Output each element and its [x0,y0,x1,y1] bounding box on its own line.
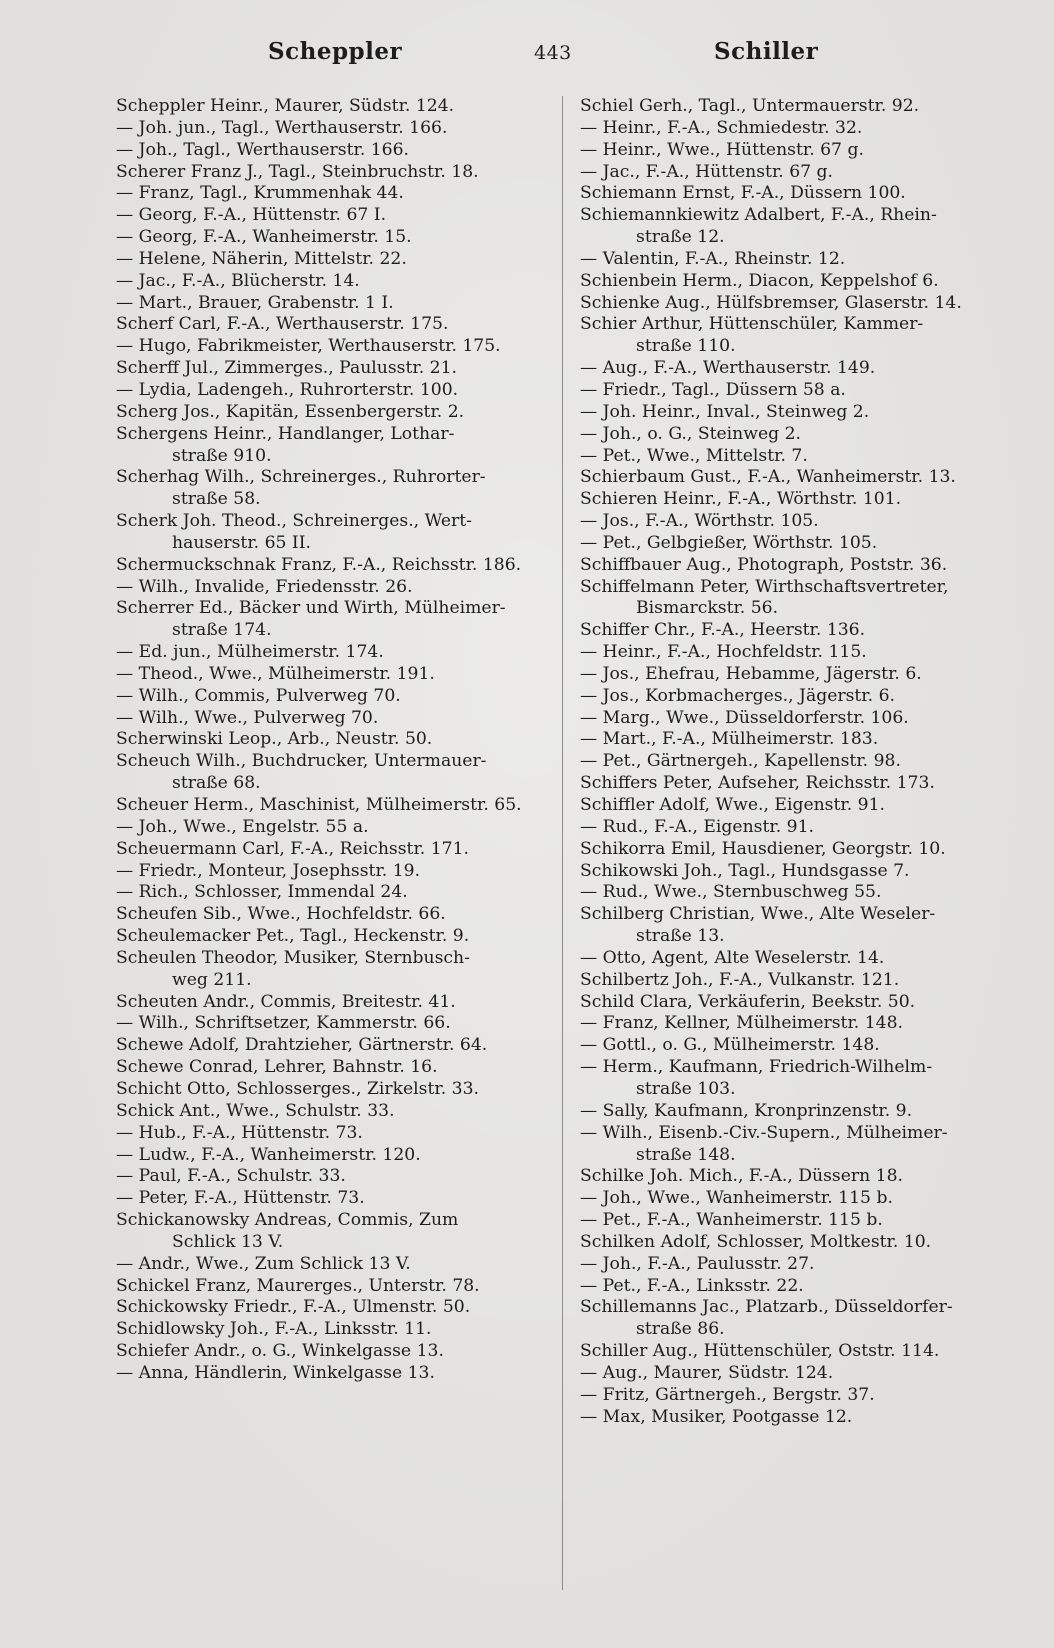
directory-entry-line: Schienke Aug., Hülfsbremser, Glaserstr. 14. [580,292,962,313]
directory-entry-line: — Jac., F.-A., Hüttenstr. 67 g. [580,161,834,182]
directory-entry-line: straße 174. [172,620,272,641]
directory-entry-line: Scheuten Andr., Commis, Breitestr. 41. [116,991,456,1012]
directory-entry-line: — Peter, F.-A., Hüttenstr. 73. [116,1188,365,1209]
directory-entry-line: Schiemannkiewitz Adalbert, F.-A., Rhein- [580,205,937,226]
directory-entry-line: Schickowsky Friedr., F.-A., Ulmenstr. 50. [116,1297,471,1318]
directory-entry-line: — Pet., Gärtnergeh., Kapellenstr. 98. [580,751,901,772]
directory-entry-line: — Pet., Wwe., Mittelstr. 7. [580,445,808,466]
directory-entry-line: Scheulemacker Pet., Tagl., Heckenstr. 9. [116,926,470,947]
running-head-left: Scheppler [268,38,403,65]
directory-entry-line: Schick Ant., Wwe., Schulstr. 33. [116,1100,395,1121]
directory-entry-line: straße 110. [636,336,736,357]
directory-entry-line: straße 12. [636,227,725,248]
directory-entry-line: — Wilh., Eisenb.-Civ.-Supern., Mülheimer- [580,1122,948,1143]
directory-entry-line: — Georg, F.-A., Hüttenstr. 67 I. [116,205,387,226]
directory-entry-line: Schiffelmann Peter, Wirthschaftsvertreter, [580,576,949,597]
directory-entry-line: Schilken Adolf, Schlosser, Moltkestr. 10. [580,1231,932,1252]
directory-entry-line: — Joh., F.-A., Paulusstr. 27. [580,1253,815,1274]
directory-entry-line: Schieren Heinr., F.-A., Wörthstr. 101. [580,489,902,510]
directory-entry-line: — Otto, Agent, Alte Weselerstr. 14. [580,947,885,968]
directory-entry-line: Schewe Conrad, Lehrer, Bahnstr. 16. [116,1057,438,1078]
directory-entry-line: Scheulen Theodor, Musiker, Sternbusch- [116,947,470,968]
directory-entry-line: — Friedr., Monteur, Josephsstr. 19. [116,860,421,881]
directory-entry-line: Schergens Heinr., Handlanger, Lothar- [116,423,455,444]
directory-entry-line: weg 211. [172,969,252,990]
directory-entry-line: — Franz, Tagl., Krummenhak 44. [116,183,404,204]
directory-entry-line: Schickel Franz, Maurerges., Unterstr. 78. [116,1275,480,1296]
directory-entry-line: Scherhag Wilh., Schreinerges., Ruhrorter- [116,467,486,488]
directory-entry-line: straße 13. [636,926,725,947]
directory-entry-line: Schild Clara, Verkäuferin, Beekstr. 50. [580,991,916,1012]
directory-entry-line: Schienbein Herm., Diacon, Keppelshof 6. [580,270,939,291]
directory-entry-line: — Mart., Brauer, Grabenstr. 1 I. [116,292,394,313]
directory-entry-line: — Joh. Heinr., Inval., Steinweg 2. [580,401,870,422]
directory-entry-line: — Valentin, F.-A., Rheinstr. 12. [580,248,846,269]
directory-entry-line: — Ludw., F.-A., Wanheimerstr. 120. [116,1144,421,1165]
directory-entry-line: — Franz, Kellner, Mülheimerstr. 148. [580,1013,903,1034]
left-column [116,96,542,1385]
directory-entry-line: — Jos., Korbmacherges., Jägerstr. 6. [580,685,895,706]
column-divider [562,96,563,1590]
directory-entry-line: Schewe Adolf, Drahtzieher, Gärtnerstr. 64. [116,1035,488,1056]
directory-entry-line: — Georg, F.-A., Wanheimerstr. 15. [116,227,412,248]
directory-entry-line: straße 86. [636,1319,725,1340]
directory-entry-line: Schidlowsky Joh., F.-A., Linksstr. 11. [116,1319,432,1340]
directory-entry-line: — Marg., Wwe., Düsseldorferstr. 106. [580,707,909,728]
directory-entry-line: — Wilh., Invalide, Friedensstr. 26. [116,576,413,597]
directory-entry-line: Bismarckstr. 56. [636,598,779,619]
directory-entry-line: — Anna, Händlerin, Winkelgasse 13. [116,1362,435,1383]
directory-entry-line: Schikowski Joh., Tagl., Hundsgasse 7. [580,860,910,881]
directory-entry-line: — Joh., Wwe., Engelstr. 55 a. [116,816,369,837]
running-head-right: Schiller [714,38,819,65]
directory-entry-line: — Wilh., Wwe., Pulverweg 70. [116,707,379,728]
directory-entry-line: — Heinr., Wwe., Hüttenstr. 67 g. [580,139,864,160]
directory-entry-line: Schier Arthur, Hüttenschüler, Kammer- [580,314,924,335]
directory-entry-line: — Wilh., Commis, Pulverweg 70. [116,685,401,706]
directory-entry-line: Scheppler Heinr., Maurer, Südstr. 124. [116,96,455,116]
directory-entry-line: straße 910. [172,445,272,466]
directory-entry-line: Scheufen Sib., Wwe., Hochfeldstr. 66. [116,904,446,925]
directory-entry-line: Scherwinski Leop., Arb., Neustr. 50. [116,729,433,750]
directory-entry-line: — Ed. jun., Mülheimerstr. 174. [116,642,384,663]
directory-entry-line: — Mart., F.-A., Mülheimerstr. 183. [580,729,879,750]
directory-entry-line: Schillemanns Jac., Platzarb., Düsseldorfer- [580,1297,953,1318]
directory-entry-line: — Paul, F.-A., Schulstr. 33. [116,1166,346,1187]
directory-entry-line: — Joh., Wwe., Wanheimerstr. 115 b. [580,1188,893,1209]
directory-entry-line: Schiemann Ernst, F.-A., Düssern 100. [580,183,906,204]
page-header [116,38,966,74]
directory-entry-line: Schilbertz Joh., F.-A., Vulkanstr. 121. [580,969,900,990]
page-number: 443 [534,42,572,64]
directory-entry-line: — Aug., Maurer, Südstr. 124. [580,1362,834,1383]
directory-entry-line: Scherrer Ed., Bäcker und Wirth, Mülheimer- [116,598,506,619]
directory-entry-line: Schilberg Christian, Wwe., Alte Weseler- [580,904,936,925]
directory-entry-line: — Rich., Schlosser, Immendal 24. [116,882,408,903]
directory-entry-line: Schiller Aug., Hüttenschüler, Oststr. 114. [580,1341,940,1362]
directory-entry-line: — Joh., o. G., Steinweg 2. [580,423,801,444]
directory-entry-line: — Helene, Näherin, Mittelstr. 22. [116,248,407,269]
directory-entry-line: — Hugo, Fabrikmeister, Werthauserstr. 175. [116,336,501,357]
directory-entry-line: — Heinr., F.-A., Hochfeldstr. 115. [580,642,867,663]
directory-entry-line: — Wilh., Schriftsetzer, Kammerstr. 66. [116,1013,451,1034]
directory-entry-line: Schicht Otto, Schlosserges., Zirkelstr. 33. [116,1078,479,1099]
directory-entry-line: — Theod., Wwe., Mülheimerstr. 191. [116,663,435,684]
directory-entry-line: Scheuer Herm., Maschinist, Mülheimerstr. 65. [116,795,522,815]
directory-entry-line: Schiffler Adolf, Wwe., Eigenstr. 91. [580,795,886,815]
directory-entry-line: Schierbaum Gust., F.-A., Wanheimerstr. 13. [580,467,956,488]
directory-entry-line: — Joh., Tagl., Werthauserstr. 166. [116,139,410,160]
directory-entry-line: — Sally, Kaufmann, Kronprinzenstr. 9. [580,1100,913,1121]
directory-entry-line: Schermuckschnak Franz, F.-A., Reichsstr. 186. [116,554,522,575]
directory-entry-line: — Aug., F.-A., Werthauserstr. 149. [580,358,876,379]
directory-entry-line: Schiffbauer Aug., Photograph, Poststr. 36. [580,554,948,575]
directory-entry-line: Scherer Franz J., Tagl., Steinbruchstr. 18. [116,161,479,182]
directory-entry-line: Schiffers Peter, Aufseher, Reichsstr. 173. [580,773,935,794]
directory-entry-line: Scherff Jul., Zimmerges., Paulusstr. 21. [116,358,457,379]
directory-entry-line: — Heinr., F.-A., Schmiedestr. 32. [580,117,863,138]
directory-entry-line: Schickanowsky Andreas, Commis, Zum [116,1210,459,1231]
directory-entry-line: Schlick 13 V. [172,1231,284,1252]
directory-entry-line: — Jos., Ehefrau, Hebamme, Jägerstr. 6. [580,663,922,684]
directory-entry-line: — Jac., F.-A., Blücherstr. 14. [116,270,360,291]
directory-entry-line: Scheuch Wilh., Buchdrucker, Untermauer- [116,751,487,772]
directory-entry-line: — Rud., Wwe., Sternbuschweg 55. [580,882,882,903]
directory-entry-line: — Pet., F.-A., Linksstr. 22. [580,1275,804,1296]
directory-entry-line: — Andr., Wwe., Zum Schlick 13 V. [116,1253,411,1274]
directory-entry-line: — Gottl., o. G., Mülheimerstr. 148. [580,1035,880,1056]
directory-entry-line: — Herm., Kaufmann, Friedrich-Wilhelm- [580,1057,933,1078]
right-column [580,96,1004,1428]
directory-entry-line: — Fritz, Gärtnergeh., Bergstr. 37. [580,1384,875,1405]
directory-entry-line: — Max, Musiker, Pootgasse 12. [580,1406,853,1427]
directory-entry-line: — Rud., F.-A., Eigenstr. 91. [580,816,814,837]
directory-entry-line: Scherg Jos., Kapitän, Essenbergerstr. 2. [116,401,465,422]
directory-entry-line: — Hub., F.-A., Hüttenstr. 73. [116,1122,363,1143]
directory-entry-line: — Pet., F.-A., Wanheimerstr. 115 b. [580,1210,883,1231]
directory-entry-line: hauserstr. 65 II. [172,532,311,553]
directory-entry-line: straße 68. [172,773,261,794]
directory-entry-line: — Lydia, Ladengeh., Ruhrorterstr. 100. [116,379,459,400]
directory-entry-line: straße 103. [636,1078,736,1099]
directory-entry-line: straße 58. [172,489,261,510]
directory-entry-line: Schilke Joh. Mich., F.-A., Düssern 18. [580,1166,903,1187]
directory-entry-line: — Jos., F.-A., Wörthstr. 105. [580,511,819,532]
directory-entry-line: Scherk Joh. Theod., Schreinerges., Wert- [116,511,472,532]
directory-entry-line: — Friedr., Tagl., Düssern 58 a. [580,379,846,400]
directory-entry-line: Schikorra Emil, Hausdiener, Georgstr. 10. [580,838,946,859]
directory-entry-line: Schiefer Andr., o. G., Winkelgasse 13. [116,1341,444,1362]
directory-entry-line: Scheuermann Carl, F.-A., Reichsstr. 171. [116,838,469,859]
directory-entry-line: Schiel Gerh., Tagl., Untermauerstr. 92. [580,96,920,116]
directory-entry-line: Scherf Carl, F.-A., Werthauserstr. 175. [116,314,449,335]
directory-entry-line: — Pet., Gelbgießer, Wörthstr. 105. [580,532,878,553]
directory-entry-line: straße 148. [636,1144,736,1165]
directory-entry-line: Schiffer Chr., F.-A., Heerstr. 136. [580,620,866,641]
directory-entry-line: — Joh. jun., Tagl., Werthauserstr. 166. [116,117,448,138]
